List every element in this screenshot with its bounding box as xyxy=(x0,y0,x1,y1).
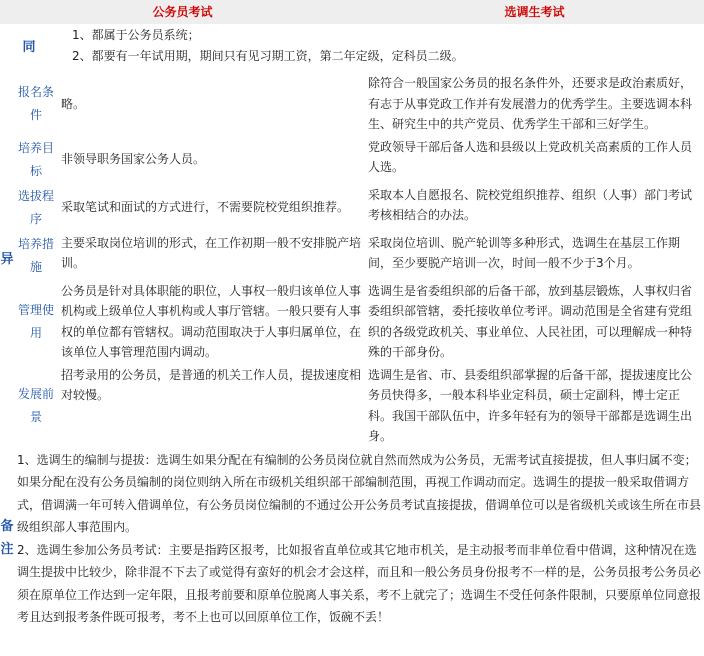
note-item-1: 1、选调生的编制与提拔：选调生如果分配在有编制的公务员岗位就自然而然成为公务员，无需考试直接提拔，但人事归属不变；如果分配在没有公务员编制的岗位则纳入所在市级机关组织部干部编制范围，再视工作调动而定。选调生的提拔一般采取借调方式，借调满一年可转入借调单位，有公务员岗位编制的不通过公开公务员考试直接提拔，借调单位可以是省级机关或该生所在市县级组织部人事范围内。 xyxy=(17,452,702,534)
goal-selected: 党政领导干部后备人选和县级以上党政机关高素质的工作人员人选。 xyxy=(368,139,693,174)
same-content xyxy=(58,24,704,72)
notes-content xyxy=(14,448,704,630)
header-civil-servant: 公务员考试 xyxy=(0,0,365,24)
signup-civil: 略。 xyxy=(61,96,86,111)
same-label: 同 xyxy=(22,39,36,55)
selection-civil: 采取笔试和面试的方式进行，不需要院校党组织推荐。 xyxy=(61,200,350,215)
training-selected: 采取岗位培训、脱产轮训等多种形式，选调生在基层工作期间，至少要脱产培训一次，时间一般不少于3个月。 xyxy=(368,235,681,270)
same-item-1: 1、都属于公务员系统； xyxy=(72,28,200,42)
diff-row xyxy=(0,364,704,448)
diff-row xyxy=(0,280,704,364)
goal-civil: 非领导职务国家公务人员。 xyxy=(61,152,206,167)
category-training: 培养措施 xyxy=(17,236,54,274)
notes-label: 备注 xyxy=(0,519,14,557)
selection-selected: 采取本人自愿报名、院校党组织推荐、组织（人事）部门考试考核相结合的办法。 xyxy=(368,187,693,222)
notes-row xyxy=(0,448,704,630)
header-selected-graduate: 选调生考试 xyxy=(365,0,704,24)
diff-row xyxy=(0,72,704,136)
diff-row xyxy=(0,136,704,184)
management-selected: 选调生是省委组织部的后备干部，放到基层锻炼，人事权归省委组织部管辖，委托接收单位考评。调动范围是全省建有党组织的各级党政机关、事业单位、人民社团，可以理解成一种特殊的干部身份。 xyxy=(368,283,693,359)
category-prospect: 发展前景 xyxy=(17,386,54,424)
training-civil: 主要采取岗位培训的形式，在工作初期一般不安排脱产培训。 xyxy=(61,235,362,270)
same-row xyxy=(0,24,704,72)
diff-row xyxy=(0,232,704,280)
prospect-civil: 招考录用的公务员，是普通的机关工作人员，提拔速度相对较慢。 xyxy=(61,367,362,402)
category-goal: 培养目标 xyxy=(17,140,54,178)
category-signup: 报名条件 xyxy=(17,84,54,122)
diff-label: 异 xyxy=(0,251,14,267)
category-selection: 选拔程序 xyxy=(17,188,54,226)
signup-selected: 除符合一般国家公务员的报名条件外，还要求是政治素质好，有志于从事党政工作并有发展潜力的优秀学生。主要选调本科生、研究生中的共产党员、优秀学生干部和三好学生。 xyxy=(368,76,693,131)
management-civil: 公务员是针对具体职能的职位，人事权一般归该单位人事机构或上级单位人事机构或人事厅管辖。一般只要有人事权的单位都有管辖权。调动范围取决于人事归属单位，在该单位人事管理范围内调动。 xyxy=(61,283,362,359)
prospect-selected: 选调生是省、市、县委组织部掌握的后备干部，提拔速度比公务员快得多，一般本科毕业定科员，硕士定副科，博士定正科。我国干部队伍中，许多年轻有为的领导干部都是选调生出身。 xyxy=(368,367,693,443)
category-management: 管理使用 xyxy=(17,302,54,340)
note-item-2: 2、选调生参加公务员考试：主要是指跨区报考，比如报省直单位或其它地市机关，是主动报考而非单位看中借调，这种情况在选调生提拔中比较少，除非混不下去了或觉得有蛮好的机会才会这样，而且和一般公务员身份报考不一样的是，公务员报考公务员必须在原单位工作达到一定年限，且报考前要和原单位脱离人事关系，考不上就完了；选调生不受任何条件限制，只要原单位同意报考且达到报考条件既可报考，考不上也可以回原单位工作，饭碗不丢！ xyxy=(17,542,702,624)
same-item-2: 2、都要有一年试用期，期间只有见习期工资，第二年定级，定科员二级。 xyxy=(72,48,464,63)
table-header-row xyxy=(0,0,704,24)
diff-row xyxy=(0,184,704,232)
